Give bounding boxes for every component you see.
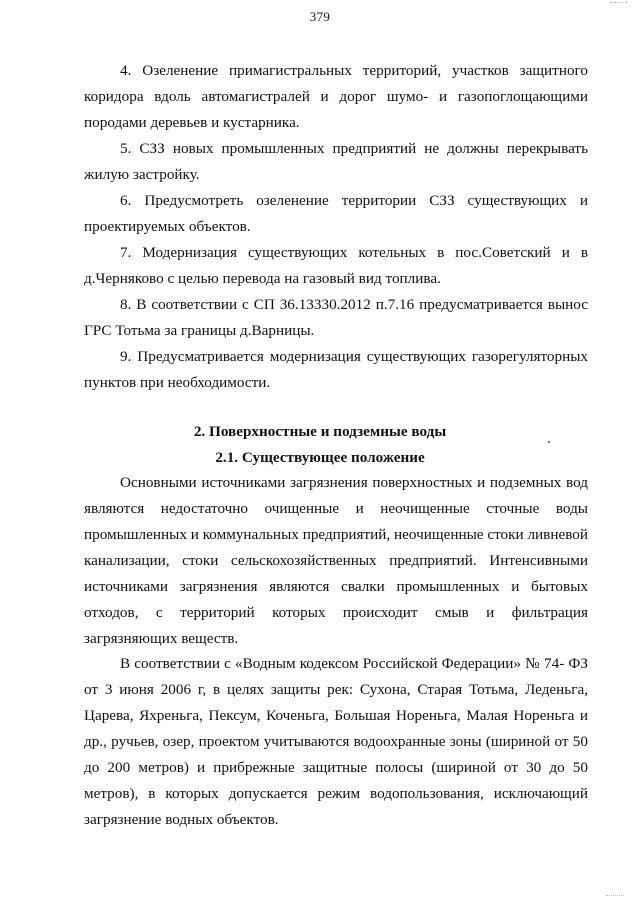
- list-item-7: 7. Модернизация существующих котельных в пос.Советский и в д.Черняково с целью перевода на газовый вид топлива.: [84, 244, 588, 287]
- scan-corner-mark-top: [610, 2, 628, 5]
- paragraph-pollution-sources: Основными источниками загрязнения поверхностных и подземных вод являются недостаточно очищенные и неочищенные сточные воды промышленных и коммунальных предприятий, неочищенные стоки ливневой канализации, стоки сельскохозяйственных предприятий. Интенсивными источниками загрязнения являются свалки промышленных и бытовых отходов, с территорий которых происходит смыв и фильтрация загрязняющих веществ.: [84, 474, 588, 647]
- list-item-4: 4. Озеленение примагистральных территорий, участков защитного коридора вдоль автомагистралей и дорог шумо- и газопоглощающими породами деревьев и кустарника.: [84, 62, 588, 131]
- list-item-9: 9. Предусматривается модернизация существующих газорегуляторных пунктов при необходимости.: [84, 348, 588, 391]
- section-heading: 2. Поверхностные и подземные воды: [193, 423, 447, 440]
- list-item-5: 5. СЗЗ новых промышленных предприятий не должны перекрывать жилую застройку.: [84, 140, 588, 183]
- scan-corner-mark-bottom: [606, 895, 624, 898]
- list-item-8: 8. В соответствии с СП 36.13330.2012 п.7.16 предусматривается вынос ГРС Тотьма за границы д.Варницы.: [84, 296, 588, 339]
- paragraph-water-code: В соответствии с «Водным кодексом Российской Федерации» № 74- ФЗ от 3 июня 2006 г, в целях защиты рек: Сухона, Старая Тотьма, Леденьга, Царева, Яхреньга, Пексум, Коченьга, Большая Нореньга, Малая Нореньга и др., ручьев, озер, проектом учитываются водоохранные зоны (шириной от 50 до 200 метров) и прибрежные защитные полосы (шириной от 30 до 50 метров), в которых допускается режим водопользования, исключающий загрязнение водных объектов.: [84, 655, 588, 828]
- stray-dot: [548, 441, 550, 443]
- section-subheading: 2.1. Существующее положение: [215, 449, 425, 466]
- list-item-6: 6. Предусмотреть озеленение территории СЗЗ существующих и проектируемых объектов.: [84, 192, 588, 235]
- page-number: 379: [309, 9, 331, 24]
